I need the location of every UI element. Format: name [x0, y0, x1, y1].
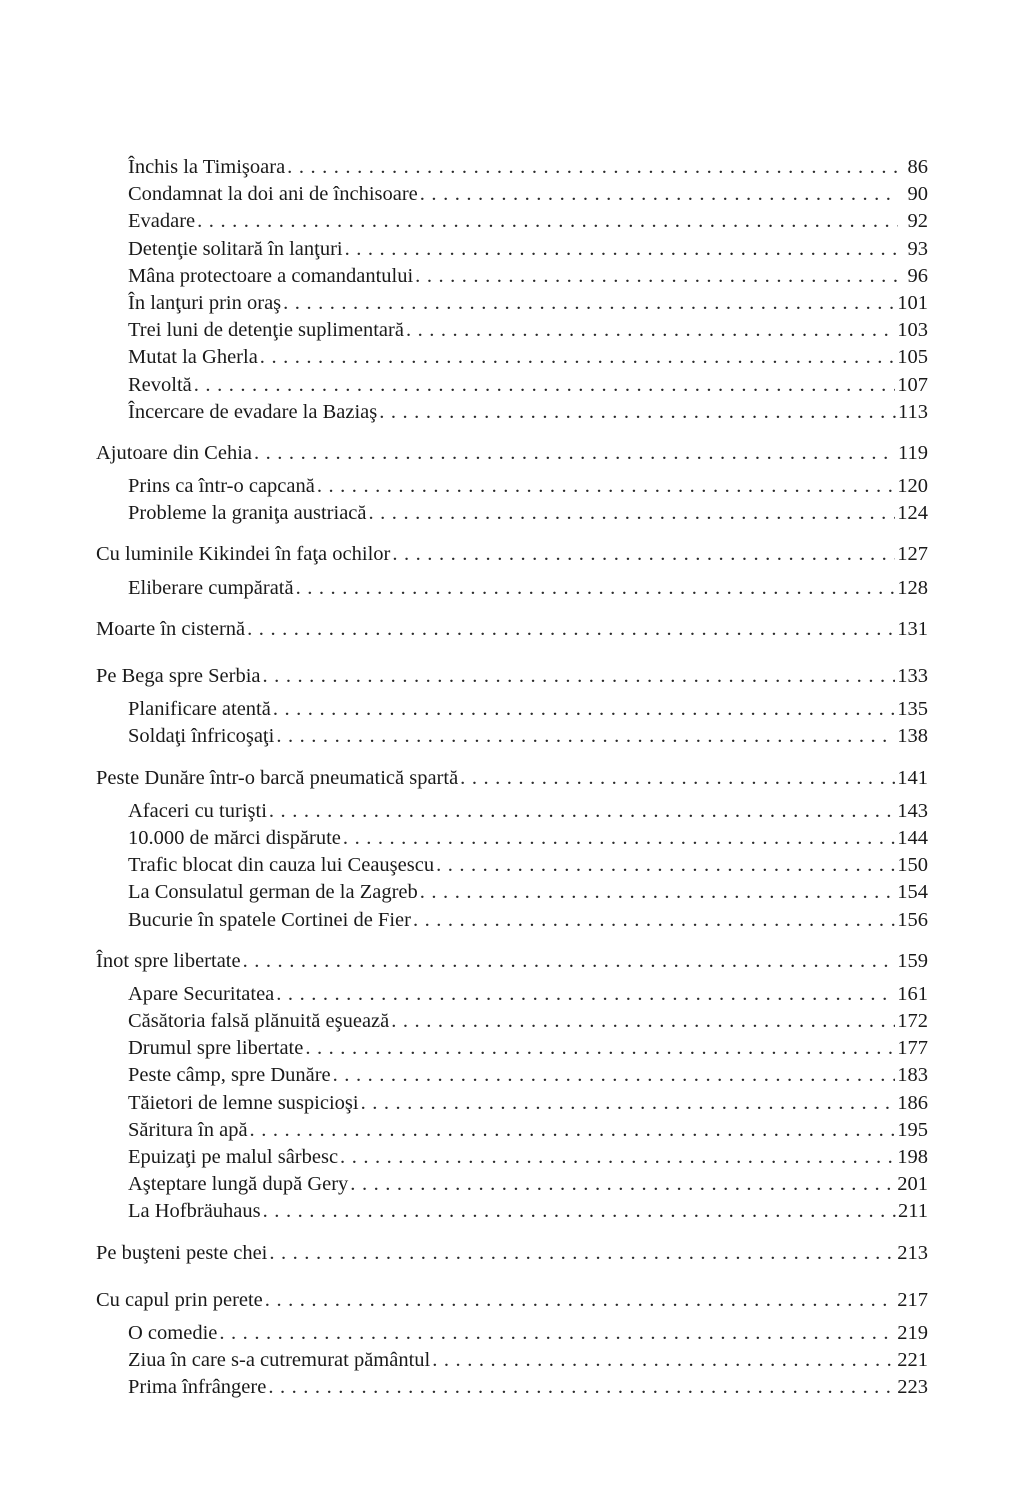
toc-section-entry: [96, 1062, 928, 1089]
dot-leader: [269, 798, 895, 825]
toc-section-entry: [96, 1008, 928, 1035]
toc-entry-title: Planificare atentă: [128, 698, 271, 721]
toc-entry-page-number: 141: [897, 766, 928, 789]
dot-leader: [392, 541, 895, 568]
toc-entry-page-number: 221: [897, 1349, 928, 1372]
toc-entry-page-number: 217: [897, 1288, 928, 1311]
toc-entry-title: Prins ca într-o capcană: [128, 475, 315, 498]
toc-entry-title: Afaceri cu turişti: [128, 799, 267, 822]
dot-leader: [250, 1117, 896, 1144]
toc-entry-page-number: 113: [898, 400, 928, 423]
dot-leader: [333, 1062, 896, 1089]
toc-entry-title: Soldaţi înfricoşaţi: [128, 725, 275, 748]
toc-entry-page-number: 103: [897, 319, 928, 342]
toc-entry-page-number: 183: [897, 1064, 928, 1087]
dot-leader: [460, 765, 895, 792]
toc-entry-page-number: 201: [897, 1173, 928, 1196]
toc-entry-title: Închis la Timişoara: [128, 156, 286, 178]
dot-leader: [243, 948, 896, 975]
dot-leader: [436, 852, 895, 879]
toc-entry-page-number: 124: [897, 502, 928, 525]
toc-section-entry: [96, 399, 928, 426]
toc-entry-title: Peste câmp, spre Dunăre: [128, 1064, 331, 1087]
dot-leader: [268, 1374, 895, 1401]
toc-entry-page-number: 177: [897, 1037, 928, 1060]
toc-entry-title: O comedie: [128, 1321, 218, 1344]
dot-leader: [219, 1320, 895, 1347]
dot-leader: [247, 616, 895, 643]
toc-section-entry: [96, 1117, 928, 1144]
toc-entry-title: La Hofbräuhaus: [128, 1200, 261, 1223]
toc-section-entry: [96, 236, 928, 263]
toc-section-entry: [96, 154, 928, 181]
toc-section-entry: [96, 1090, 928, 1117]
toc-entry-title: Apare Securitatea: [128, 982, 275, 1005]
dot-leader: [406, 317, 895, 344]
toc-entry-page-number: 213: [897, 1241, 928, 1264]
toc-section-entry: [96, 1198, 928, 1225]
toc-chapter-entry: [96, 616, 928, 643]
toc-entry-title: Ziua în care s-a cutremurat pământul: [128, 1349, 431, 1372]
toc-entry-page-number: 211: [898, 1200, 928, 1223]
toc-section-entry: [96, 825, 928, 852]
dot-leader: [413, 907, 895, 934]
toc-entry-title: Săritura în apă: [128, 1118, 248, 1141]
toc-entry-page-number: 150: [897, 854, 928, 877]
dot-leader: [420, 879, 896, 906]
toc-entry-title: Evadare: [128, 210, 196, 233]
dot-leader: [317, 473, 895, 500]
toc-entry-page-number: 223: [897, 1376, 928, 1399]
dot-leader: [197, 208, 898, 235]
toc-entry-page-number: 156: [897, 908, 928, 931]
toc-entry-page-number: 159: [897, 949, 928, 972]
dot-leader: [260, 344, 895, 371]
toc-chapter-entry: [96, 948, 928, 975]
toc-section-entry: [96, 723, 928, 750]
toc-section-entry: [96, 317, 928, 344]
dot-leader: [343, 825, 895, 852]
toc-entry-page-number: 161: [897, 982, 928, 1005]
table-of-contents: [96, 154, 928, 1402]
dot-leader: [263, 1198, 896, 1225]
toc-entry-page-number: 93: [907, 237, 928, 260]
dot-leader: [194, 372, 895, 399]
toc-entry-title: Cu luminile Kikindei în faţa ochilor: [96, 543, 391, 566]
dot-leader: [361, 1090, 896, 1117]
dot-leader: [265, 1287, 895, 1314]
toc-entry-title: Bucurie în spatele Cortinei de Fier: [128, 908, 411, 931]
toc-chapter-entry: [96, 663, 928, 690]
toc-entry-title: În lanţuri prin oraş: [128, 291, 282, 314]
toc-entry-page-number: 138: [897, 725, 928, 748]
toc-section-entry: [96, 907, 928, 934]
toc-entry-title: Pe buşteni peste chei: [96, 1241, 268, 1264]
toc-entry-title: Ajutoare din Cehia: [96, 441, 252, 464]
toc-entry-title: Peste Dunăre într-o barcă pneumatică spartă: [96, 766, 459, 789]
toc-section-entry: [96, 696, 928, 723]
dot-leader: [305, 1035, 895, 1062]
toc-section-entry: [96, 1035, 928, 1062]
toc-entry-title: Detenţie solitară în lanţuri: [128, 237, 343, 260]
dot-leader: [269, 1240, 895, 1267]
dot-leader: [350, 1171, 895, 1198]
toc-section-entry: [96, 473, 928, 500]
toc-section-entry: [96, 344, 928, 371]
toc-entry-title: Mutat la Gherla: [128, 346, 258, 369]
toc-entry-page-number: 101: [897, 291, 928, 314]
dot-leader: [254, 440, 896, 467]
toc-entry-title: Drumul spre libertate: [128, 1037, 304, 1060]
toc-section-entry: [96, 1347, 928, 1374]
toc-section-entry: [96, 181, 928, 208]
toc-entry-page-number: 144: [897, 826, 928, 849]
toc-entry-page-number: 143: [897, 799, 928, 822]
toc-section-entry: [96, 879, 928, 906]
toc-section-entry: [96, 500, 928, 527]
toc-entry-title: 10.000 de mărci dispărute: [128, 826, 341, 849]
toc-entry-title: La Consulatul german de la Zagreb: [128, 881, 418, 904]
toc-entry-page-number: 96: [907, 264, 928, 287]
toc-entry-title: Tăietori de lemne suspicioşi: [128, 1091, 359, 1114]
toc-entry-title: Trafic blocat din cauza lui Ceauşescu: [128, 854, 435, 877]
toc-section-entry: [96, 208, 928, 235]
toc-section-entry: [96, 1171, 928, 1198]
dot-leader: [345, 236, 898, 263]
dot-leader: [283, 290, 895, 317]
toc-section-entry: [96, 263, 928, 290]
toc-entry-page-number: 127: [897, 543, 928, 566]
toc-entry-page-number: 90: [907, 183, 928, 206]
toc-section-entry: [96, 290, 928, 317]
dot-leader: [379, 399, 896, 426]
toc-section-entry: [96, 1320, 928, 1347]
toc-chapter-entry: [96, 1287, 928, 1314]
dot-leader: [276, 723, 895, 750]
dot-leader: [369, 500, 896, 527]
toc-entry-page-number: 219: [897, 1321, 928, 1344]
toc-entry-page-number: 172: [897, 1010, 928, 1033]
toc-entry-page-number: 128: [897, 576, 928, 599]
toc-section-entry: [96, 852, 928, 879]
dot-leader: [340, 1144, 895, 1171]
toc-entry-page-number: 86: [907, 156, 928, 178]
toc-entry-page-number: 135: [897, 698, 928, 721]
dot-leader: [273, 696, 895, 723]
toc-entry-title: Cu capul prin perete: [96, 1288, 263, 1311]
dot-leader: [432, 1347, 895, 1374]
toc-chapter-entry: [96, 1240, 928, 1267]
toc-entry-page-number: 186: [897, 1091, 928, 1114]
toc-entry-title: Revoltă: [128, 373, 192, 396]
toc-chapter-entry: [96, 440, 928, 467]
toc-entry-title: Probleme la graniţa austriacă: [128, 502, 367, 525]
toc-entry-title: Mâna protectoare a comandantului: [128, 264, 414, 287]
toc-chapter-entry: [96, 541, 928, 568]
toc-entry-page-number: 92: [907, 210, 928, 233]
dot-leader: [296, 575, 896, 602]
toc-entry-page-number: 198: [897, 1146, 928, 1168]
dot-leader: [276, 981, 895, 1008]
toc-section-entry: [96, 372, 928, 399]
toc-entry-title: Condamnat la doi ani de închisoare: [128, 183, 418, 206]
toc-entry-title: Pe Bega spre Serbia: [96, 665, 261, 687]
toc-entry-title: Trei luni de detenţie suplimentară: [128, 319, 404, 342]
dot-leader: [391, 1008, 895, 1035]
toc-section-entry: [96, 1144, 928, 1171]
toc-entry-title: Înot spre libertate: [96, 949, 241, 972]
toc-entry-title: Aşteptare lungă după Gery: [128, 1173, 349, 1196]
toc-entry-page-number: 119: [898, 441, 928, 464]
toc-entry-title: Încercare de evadare la Baziaş: [128, 400, 378, 423]
toc-entry-page-number: 154: [897, 881, 928, 904]
toc-entry-page-number: 120: [897, 475, 928, 498]
toc-entry-page-number: 133: [897, 665, 928, 687]
toc-entry-title: Căsătoria falsă plănuită eşuează: [128, 1010, 390, 1033]
toc-entry-page-number: 131: [897, 617, 928, 640]
toc-section-entry: [96, 575, 928, 602]
toc-entry-title: Epuizaţi pe malul sârbesc: [128, 1146, 339, 1168]
dot-leader: [415, 263, 898, 290]
toc-entry-page-number: 107: [897, 373, 928, 396]
toc-entry-title: Eliberare cumpărată: [128, 576, 294, 599]
dot-leader: [420, 181, 898, 208]
toc-entry-page-number: 195: [897, 1118, 928, 1141]
toc-chapter-entry: [96, 765, 928, 792]
dot-leader: [287, 154, 898, 181]
toc-section-entry: [96, 798, 928, 825]
toc-section-entry: [96, 1374, 928, 1401]
toc-entry-page-number: 105: [897, 346, 928, 369]
toc-entry-title: Moarte în cisternă: [96, 617, 246, 640]
toc-section-entry: [96, 981, 928, 1008]
dot-leader: [263, 663, 896, 690]
toc-entry-title: Prima înfrângere: [128, 1376, 267, 1399]
